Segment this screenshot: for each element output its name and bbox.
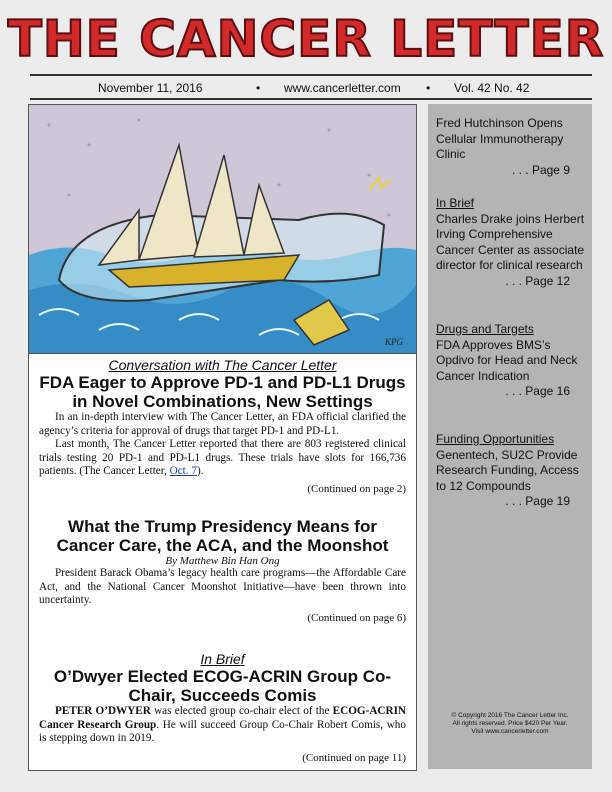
article-pd1-body <box>39 411 406 479</box>
copyright-line-3[interactable]: Visit www.cancerletter.com <box>471 728 549 735</box>
sidebar-item-text[interactable]: Charles Drake joins Herbert Irving Comprehensive Cancer Center as associate director for clinical research <box>436 211 585 272</box>
sidebar-item-category[interactable]: Funding Opportunities <box>436 432 555 446</box>
article-pd1-paragraph-1: In an in-depth interview with The Cancer Letter, an FDA official clarified the agency’s criteria for approval of drugs that target PD-1 and PD-L1. <box>39 411 406 437</box>
copyright-notice <box>434 712 586 736</box>
article-odwyer-continued[interactable]: (Continued on page 11) <box>302 751 406 764</box>
masthead <box>0 0 612 78</box>
sidebar-item-page[interactable]: . . . Page 9 <box>511 162 570 177</box>
bullet-1: • <box>256 81 261 95</box>
article-odwyer-body <box>39 705 406 746</box>
odwyer-text-a: was elected group co-chair elect of the <box>150 705 333 717</box>
dateline <box>30 79 592 97</box>
cartoon-signature: KPG <box>385 337 403 347</box>
article-odwyer-kicker-text[interactable]: In Brief <box>200 651 245 667</box>
article-pd1-kicker-text[interactable]: Conversation with The Cancer Letter <box>108 357 337 373</box>
bottom-rule <box>30 98 592 100</box>
sidebar-item-page[interactable]: . . . Page 12 <box>505 273 570 288</box>
odwyer-text-b: . He will succeed Group Co-Chair Robert Comis, who is stepping down in 2019. <box>39 718 406 744</box>
odwyer-name: PETER O’DWYER <box>55 705 151 717</box>
sidebar-item-text[interactable]: Genentech, SU2C Provide Research Funding, Access to 12 Compounds <box>436 447 579 493</box>
article-odwyer-kicker[interactable] <box>39 651 406 667</box>
article-trump-continued[interactable]: (Continued on page 6) <box>307 611 406 624</box>
article-pd1-paragraph-2-text: Last month, The Cancer Letter reported that there are 803 registered clinical trials testing 20 PD-1 and PD-L1 drugs. These trials have slots for 166,736 patients. (The Cancer Letter, <box>39 438 406 477</box>
sidebar-item-page[interactable]: . . . Page 19 <box>505 494 570 508</box>
ecog-acrin-name: ECOG-ACRIN Cancer Research Group <box>39 705 406 731</box>
article-pd1-paragraph-2 <box>39 438 406 479</box>
article-odwyer-headline[interactable]: O’Dwyer Elected ECOG-ACRIN Group Co-Chair, Succeeds Comis <box>53 667 392 705</box>
article-odwyer <box>39 651 406 764</box>
sidebar-item-opdivo[interactable] <box>436 322 588 400</box>
bullet-2: • <box>426 81 431 95</box>
article-pd1-headline[interactable]: FDA Eager to Approve PD-1 and PD-L1 Drugs in Novel Combinations, New Settings <box>39 373 406 411</box>
copyright-line-2: All rights reserved. Price $420 Per Year. <box>452 720 568 727</box>
volume-number: Vol. 42 No. 42 <box>454 81 530 95</box>
article-trump <box>39 517 406 624</box>
sidebar <box>428 104 592 769</box>
oct7-link[interactable]: Oct. 7 <box>169 465 197 477</box>
article-pd1 <box>39 357 406 495</box>
sidebar-item-funding[interactable] <box>436 432 588 510</box>
article-pd1-kicker[interactable] <box>39 357 406 373</box>
article-trump-paragraph-1: President Barack Obama’s legacy health care programs—the Affordable Care Act, and the National Cancer Moonshot Initiative—have been thrown into uncertainty. <box>39 567 406 606</box>
issue-date: November 11, 2016 <box>98 81 203 95</box>
sidebar-item-page[interactable]: . . . Page 16 <box>505 384 570 398</box>
sidebar-item-category[interactable]: In Brief <box>436 196 475 210</box>
copyright-line-1: © Copyright 2016 The Cancer Letter Inc. <box>451 712 569 719</box>
sidebar-item-fred-hutchinson[interactable] <box>436 116 588 178</box>
sidebar-item-category[interactable]: Drugs and Targets <box>436 322 534 336</box>
article-pd1-paragraph-2-end: ). <box>196 465 204 477</box>
article-trump-body <box>39 567 406 608</box>
main-column <box>28 104 417 771</box>
website-link[interactable]: www.cancerletter.com <box>284 81 401 95</box>
top-rule <box>30 74 592 76</box>
sidebar-item-text[interactable]: Fred Hutchinson Opens Cellular Immunotherapy Clinic <box>436 116 564 161</box>
sidebar-item-text[interactable]: FDA Approves BMS’s Opdivo for Head and Neck Cancer Indication <box>436 337 578 383</box>
article-trump-headline[interactable]: What the Trump Presidency Means for Cancer Care, the ACA, and the Moonshot <box>56 517 389 555</box>
ship-in-bottle-cartoon <box>29 105 416 354</box>
masthead-title: THE CANCER LETTER <box>7 10 605 68</box>
article-odwyer-paragraph-1 <box>39 705 406 746</box>
article-pd1-continued[interactable]: (Continued on page 2) <box>307 482 406 495</box>
article-trump-byline: By Matthew Bin Han Ong <box>165 555 280 567</box>
sidebar-item-charles-drake[interactable] <box>436 196 588 289</box>
